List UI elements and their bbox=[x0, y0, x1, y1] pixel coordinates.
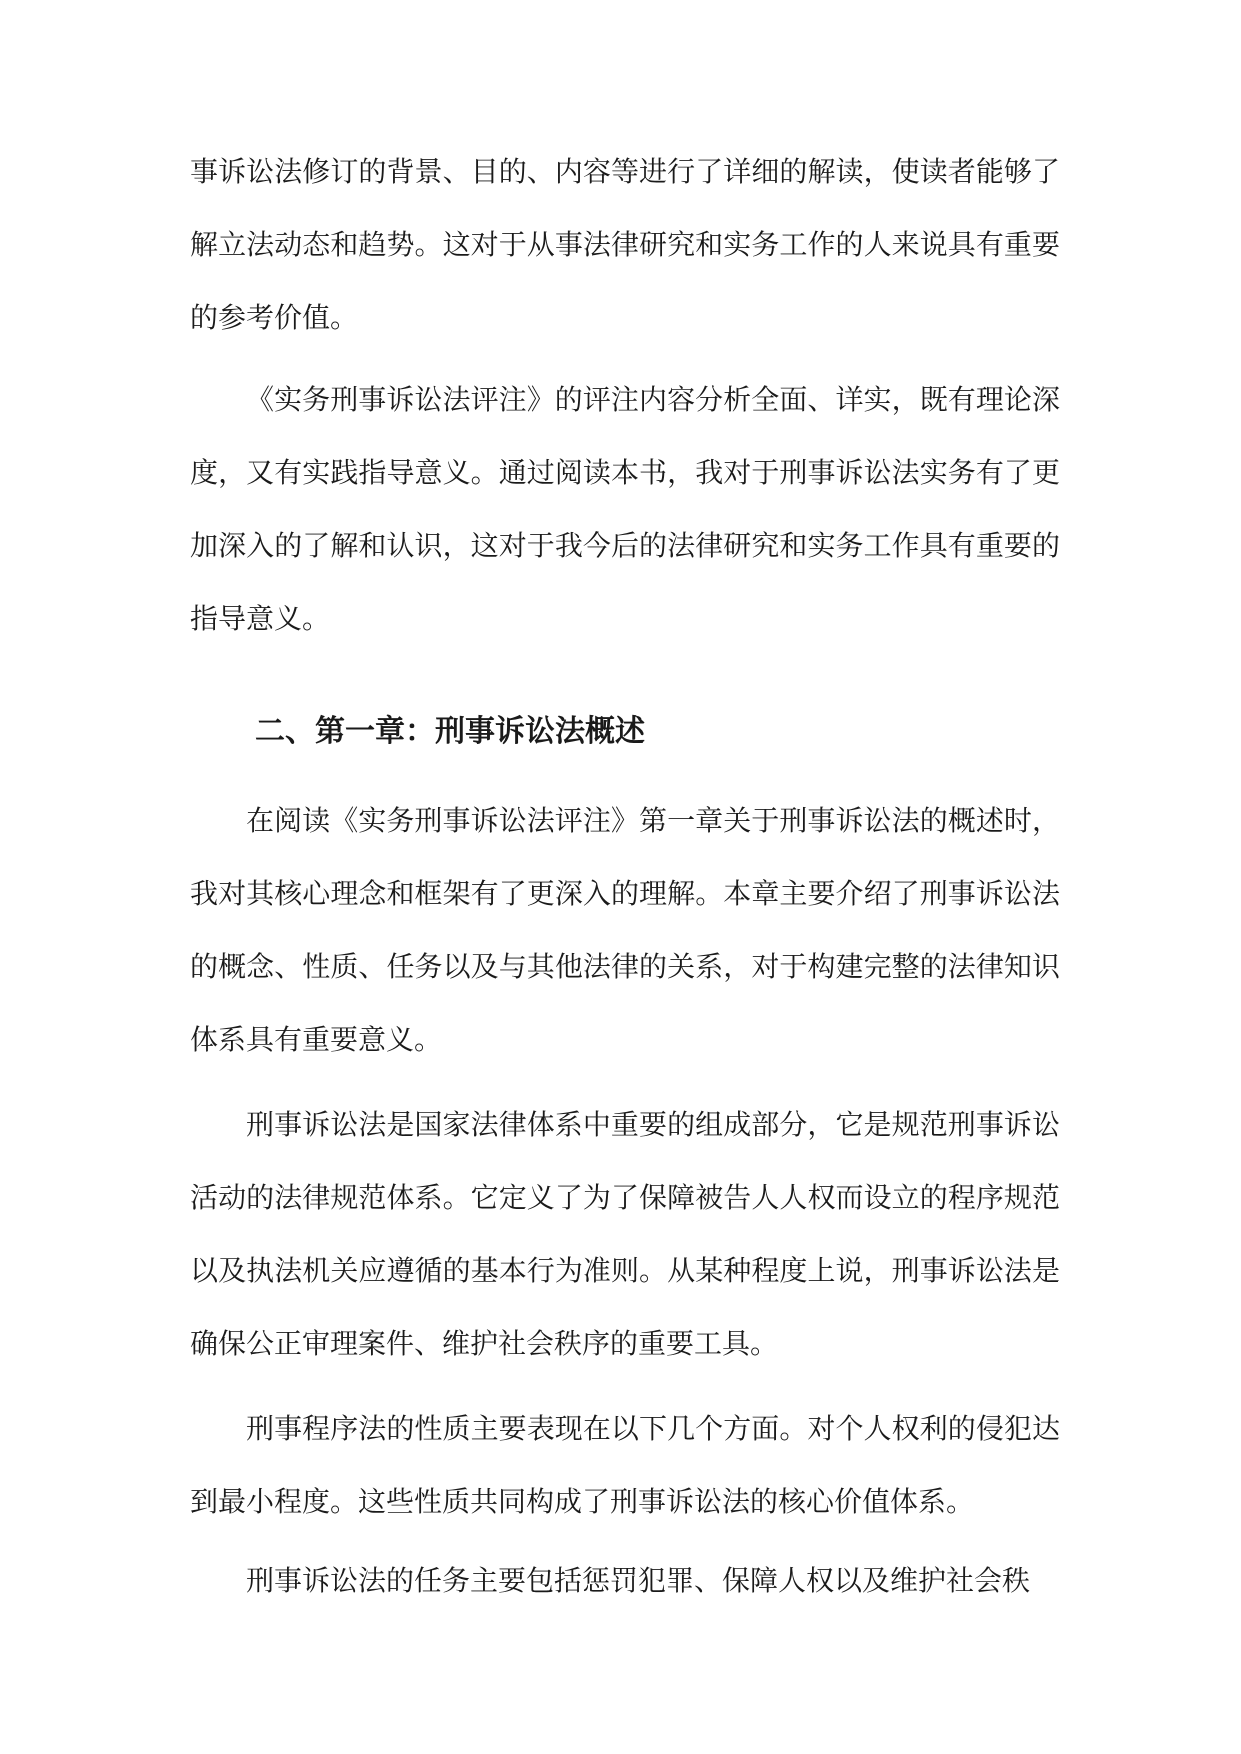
paragraph-3: 在阅读《实务刑事诉讼法评注》第一章关于刑事诉讼法的概述时，我对其核心理念和框架有了更深入的理解。本章主要介绍了刑事诉讼法的概念、性质、任务以及与其他法律的关系，对于构建完整的法律知识体系具有重要意义。 bbox=[190, 804, 1060, 1056]
paragraph-2: 《实务刑事诉讼法评注》的评注内容分析全面、详实，既有理论深度，又有实践指导意义。通过阅读本书，我对于刑事诉讼法实务有了更加深入的了解和认识，这对于我今后的法律研究和实务工作具有重要的指导意义。 bbox=[190, 383, 1060, 635]
paragraph-1: 事诉讼法修订的背景、目的、内容等进行了详细的解读，使读者能够了解立法动态和趋势。这对于从事法律研究和实务工作的人来说具有重要的参考价值。 bbox=[190, 155, 1060, 334]
paragraph-6: 刑事诉讼法的任务主要包括惩罚犯罪、保障人权以及维护社会秩 bbox=[246, 1564, 1031, 1597]
paragraph-5: 刑事程序法的性质主要表现在以下几个方面。对个人权利的侵犯达到最小程度。这些性质共同构成了刑事诉讼法的核心价值体系。 bbox=[190, 1412, 1060, 1518]
section-heading: 二、第一章：刑事诉讼法概述 bbox=[255, 714, 645, 749]
paragraph-4: 刑事诉讼法是国家法律体系中重要的组成部分，它是规范刑事诉讼活动的法律规范体系。它定义了为了保障被告人人权而设立的程序规范以及执法机关应遵循的基本行为准则。从某种程度上说，刑事诉讼法是确保公正审理案件、维护社会秩序的重要工具。 bbox=[190, 1108, 1060, 1360]
